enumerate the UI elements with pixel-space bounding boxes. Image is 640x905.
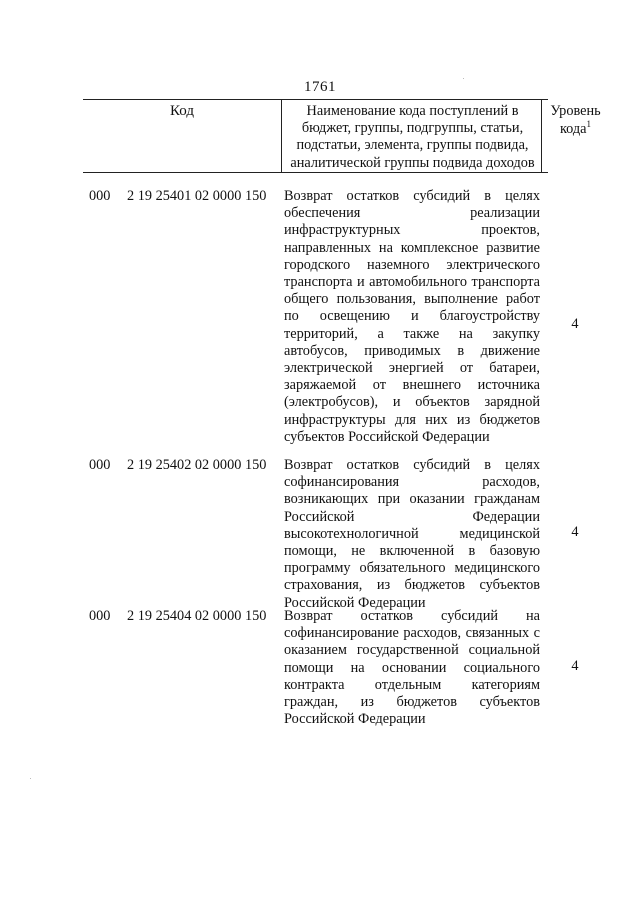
header-level (543, 103, 608, 138)
scan-speck (463, 78, 464, 79)
scan-speck (30, 778, 31, 779)
row-prefix: 000 (89, 457, 111, 473)
header-name-line: подстатьи, элемента, группы подвида, (296, 137, 529, 154)
table-header (83, 99, 601, 173)
row-code: 2 19 25402 02 0000 150 (127, 457, 267, 473)
header-code: Код (170, 103, 194, 119)
row-code: 2 19 25404 02 0000 150 (127, 608, 267, 624)
row-name: Возврат остатков субсидий в целях софинансирования расходов, возникающих при оказании гражданам Российской Федерации высокотехнологичной медицинской помощи, не включенной в базовую программу обязательного медицинского страхования, из бюджетов субъектов Российской Федерации (284, 457, 540, 611)
row-level: 4 (571, 316, 579, 332)
header-level-line1: Уровень (550, 103, 601, 119)
header-name-line: бюджет, группы, подгруппы, статьи, (301, 120, 524, 137)
row-prefix: 000 (89, 188, 111, 204)
header-name (282, 103, 543, 172)
row-level: 4 (571, 658, 579, 674)
header-level-text: кода (559, 120, 587, 137)
row-name: Возврат остатков субсидий в целях обеспечения реализации инфраструктурных проектов, направленных на комплексное развитие городского наземного электрического транспорта и автомобильного транспорта общего пользования, выполнение работ по освещению и благоустройству территорий, а также на закупку автобусов, приводимых в движение электрической энергией от батареи, заряжаемой от внешнего источника (электробусов), и объектов зарядной инфраструктуры для них из бюджетов субъектов Российской Федерации (284, 188, 540, 445)
row-level: 4 (571, 524, 579, 540)
header-name-line: Наименование кода поступлений в (306, 103, 519, 119)
row-prefix: 000 (89, 608, 111, 624)
page-number: 1761 (304, 79, 336, 95)
header-level-footnote: 1 (586, 118, 592, 129)
header-name-line: аналитической группы подвида доходов (290, 154, 535, 171)
header-level-line2 (543, 118, 608, 139)
row-name: Возврат остатков субсидий на софинансирование расходов, связанных с оказанием государственной социальной помощи на основании социального контракта отдельным категориям граждан, из бюджетов субъектов Российской Федерации (284, 608, 540, 728)
row-code: 2 19 25401 02 0000 150 (127, 188, 267, 204)
